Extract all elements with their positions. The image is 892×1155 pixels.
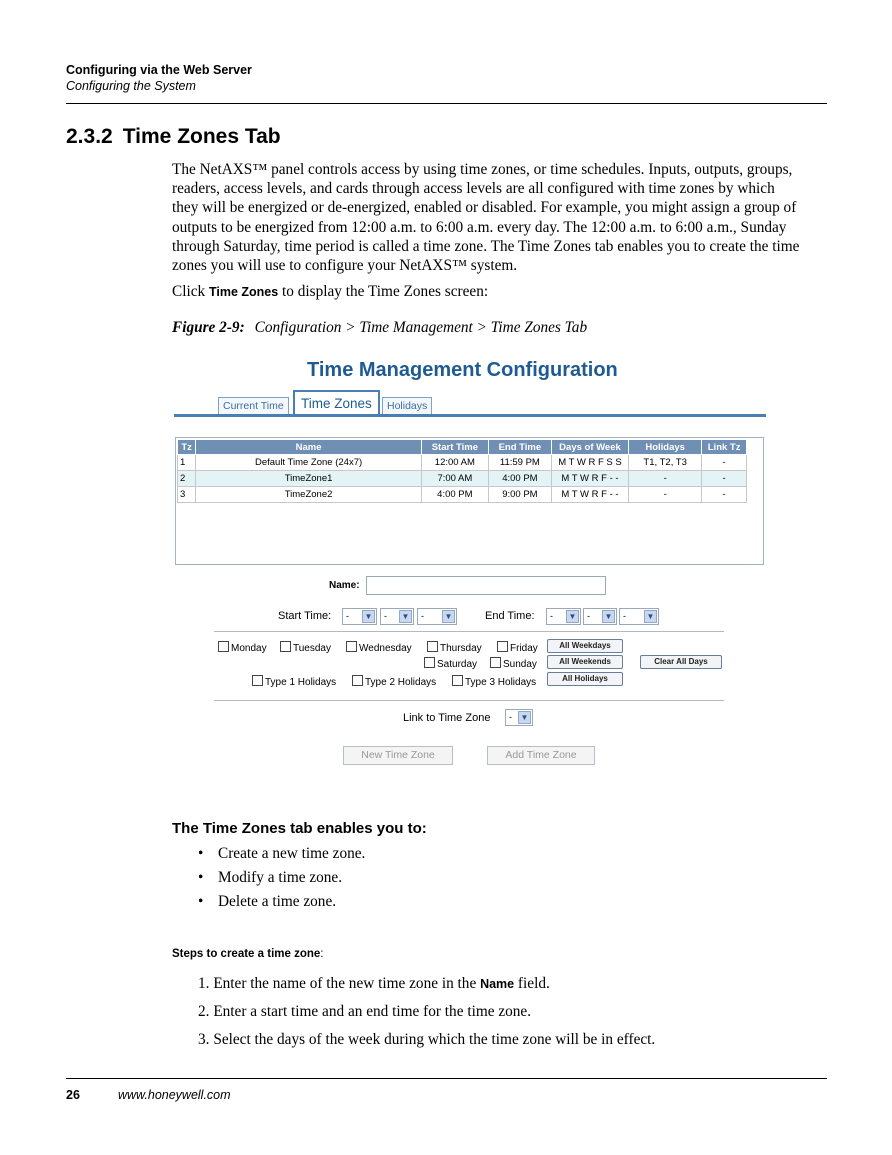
figure-caption-text: Configuration > Time Management > Time Zones Tab bbox=[254, 319, 588, 336]
monday-checkbox[interactable] bbox=[218, 641, 267, 654]
column-header: Days of Week bbox=[551, 440, 628, 455]
select-value: - bbox=[587, 611, 590, 621]
type2-holidays-checkbox[interactable] bbox=[352, 675, 436, 688]
header-rule bbox=[66, 103, 827, 104]
checkbox-label: Sunday bbox=[503, 659, 537, 670]
sunday-checkbox[interactable] bbox=[490, 657, 537, 670]
click-prefix: Click bbox=[172, 283, 209, 300]
friday-checkbox[interactable] bbox=[497, 641, 538, 654]
intro-line: readers, access levels, and cards through access levels are all configured with time zones by which bbox=[172, 180, 775, 198]
table-cell: 3 bbox=[178, 487, 196, 503]
tab-time-zones[interactable]: Time Zones bbox=[293, 390, 380, 416]
table-cell: 12:00 AM bbox=[421, 455, 488, 471]
divider bbox=[214, 631, 724, 632]
column-header: Link Tz bbox=[702, 440, 747, 455]
checkbox-label: Saturday bbox=[437, 659, 478, 670]
table-cell: TimeZone1 bbox=[196, 471, 422, 487]
name-input[interactable] bbox=[366, 576, 606, 595]
click-instruction bbox=[172, 282, 828, 302]
checkbox-box[interactable] bbox=[497, 641, 508, 652]
intro-line: through Saturday, time period is called a time zone. The Time Zones tab enables you to create the time bbox=[172, 237, 800, 255]
start-hour-select[interactable] bbox=[342, 608, 377, 625]
running-header-chapter: Configuring via the Web Server bbox=[66, 63, 252, 77]
table-cell: 4:00 PM bbox=[488, 471, 551, 487]
checkbox-box[interactable] bbox=[352, 675, 363, 686]
step-number: 2. bbox=[198, 1003, 210, 1020]
table-cell: - bbox=[702, 487, 747, 503]
name-label: Name: bbox=[329, 580, 360, 591]
end-hour-select[interactable] bbox=[546, 608, 581, 625]
all-holidays-button[interactable]: All Holidays bbox=[547, 672, 623, 686]
checkbox-box[interactable] bbox=[252, 675, 263, 686]
table-cell: T1, T2, T3 bbox=[629, 455, 702, 471]
checkbox-label: Wednesday bbox=[359, 643, 412, 654]
select-value: - bbox=[384, 611, 387, 621]
table-cell: - bbox=[629, 487, 702, 503]
footer-url[interactable]: www.honeywell.com bbox=[118, 1088, 231, 1102]
table-header-row bbox=[178, 440, 747, 455]
footer-rule bbox=[66, 1078, 827, 1079]
section-heading bbox=[66, 125, 281, 149]
page-number: 26 bbox=[66, 1088, 80, 1102]
intro-line: they will be energized or de-energized, enabled or disabled. For example, you might assign a group of bbox=[172, 199, 797, 217]
step-text-suffix: field. bbox=[514, 975, 550, 992]
bullet: • bbox=[198, 845, 204, 862]
ui-term-time-zones: Time Zones bbox=[208, 285, 279, 299]
table-cell: 11:59 PM bbox=[488, 455, 551, 471]
checkbox-box[interactable] bbox=[218, 641, 229, 652]
ui-term-name: Name bbox=[480, 977, 515, 991]
checkbox-label: Friday bbox=[510, 643, 538, 654]
table-cell: - bbox=[702, 471, 747, 487]
add-time-zone-button[interactable]: Add Time Zone bbox=[487, 746, 595, 765]
thursday-checkbox[interactable] bbox=[427, 641, 482, 654]
step-text: Select the days of the week during which the time zone will be in effect. bbox=[213, 1031, 656, 1048]
time-zone-table bbox=[177, 439, 747, 503]
tab-underline bbox=[174, 414, 766, 417]
table-cell: 4:00 PM bbox=[421, 487, 488, 503]
click-suffix: to display the Time Zones screen: bbox=[278, 283, 489, 300]
chevron-down-icon: ▼ bbox=[518, 711, 531, 724]
table-row[interactable] bbox=[178, 471, 747, 487]
end-time-label: End Time: bbox=[485, 610, 535, 622]
end-ampm-select[interactable] bbox=[619, 608, 659, 625]
link-to-time-zone-label: Link to Time Zone bbox=[403, 712, 491, 724]
chevron-down-icon: ▼ bbox=[602, 610, 615, 623]
section-number: 2.3.2 bbox=[66, 125, 113, 148]
checkbox-label: Monday bbox=[231, 643, 267, 654]
table-cell: 2 bbox=[178, 471, 196, 487]
column-header: End Time bbox=[488, 440, 551, 455]
checkbox-box[interactable] bbox=[280, 641, 291, 652]
table-cell: 1 bbox=[178, 455, 196, 471]
step-text: Enter a start time and an end time for the time zone. bbox=[213, 1003, 532, 1020]
intro-line: outputs to be energized from 12:00 a.m. to 6:00 a.m. every day. The 12:00 a.m. to 6:00 a.m., Sunday bbox=[172, 218, 787, 236]
saturday-checkbox[interactable] bbox=[424, 657, 477, 670]
select-value: - bbox=[623, 611, 626, 621]
table-cell: 7:00 AM bbox=[421, 471, 488, 487]
time-management-screenshot bbox=[172, 355, 772, 775]
chevron-down-icon: ▼ bbox=[644, 610, 657, 623]
checkbox-box[interactable] bbox=[490, 657, 501, 668]
table-cell: M T W R F - - bbox=[551, 487, 628, 503]
bullet: • bbox=[198, 869, 204, 886]
table-cell: 9:00 PM bbox=[488, 487, 551, 503]
select-value: - bbox=[509, 712, 512, 722]
step-3 bbox=[198, 1031, 655, 1049]
checkbox-label: Type 1 Holidays bbox=[265, 677, 337, 688]
figure-caption bbox=[172, 319, 587, 337]
time-zone-list bbox=[175, 437, 764, 565]
chevron-down-icon: ▼ bbox=[442, 610, 455, 623]
screen-title: Time Management Configuration bbox=[307, 359, 618, 381]
clear-all-days-button[interactable]: Clear All Days bbox=[640, 655, 722, 669]
checkbox-box[interactable] bbox=[427, 641, 438, 652]
wednesday-checkbox[interactable] bbox=[346, 641, 412, 654]
divider bbox=[214, 700, 724, 701]
step-number: 3. bbox=[198, 1031, 210, 1048]
table-cell: M T W R F S S bbox=[551, 455, 628, 471]
checkbox-box[interactable] bbox=[452, 675, 463, 686]
section-title: Time Zones Tab bbox=[122, 125, 281, 148]
checkbox-label: Type 2 Holidays bbox=[365, 677, 437, 688]
steps-heading bbox=[172, 948, 323, 960]
tab-current-time[interactable]: Current Time bbox=[218, 397, 289, 415]
column-header: Holidays bbox=[629, 440, 702, 455]
select-value: - bbox=[346, 611, 349, 621]
step-text: Enter the name of the new time zone in the bbox=[213, 975, 481, 992]
checkbox-label: Thursday bbox=[440, 643, 482, 654]
table-cell: M T W R F - - bbox=[551, 471, 628, 487]
step-1 bbox=[198, 975, 550, 993]
intro-line: zones you will use to configure your NetAXS™ system. bbox=[172, 257, 518, 275]
table-row[interactable] bbox=[178, 455, 747, 471]
new-time-zone-button[interactable]: New Time Zone bbox=[343, 746, 453, 765]
table-cell: - bbox=[629, 471, 702, 487]
table-cell: - bbox=[702, 455, 747, 471]
list-item-text: Modify a time zone. bbox=[218, 869, 343, 886]
figure-label: Figure 2-9: bbox=[172, 319, 245, 336]
table-cell: Default Time Zone (24x7) bbox=[196, 455, 422, 471]
enables-heading: The Time Zones tab enables you to: bbox=[172, 820, 427, 837]
tuesday-checkbox[interactable] bbox=[280, 641, 331, 654]
bullet: • bbox=[198, 893, 204, 910]
intro-line: The NetAXS™ panel controls access by using time zones, or time schedules. Inputs, outputs, groups, bbox=[172, 161, 793, 178]
chevron-down-icon: ▼ bbox=[566, 610, 579, 623]
end-minute-select[interactable] bbox=[583, 608, 617, 625]
chevron-down-icon: ▼ bbox=[399, 610, 412, 623]
start-ampm-select[interactable] bbox=[417, 608, 457, 625]
step-number: 1. bbox=[198, 975, 210, 992]
all-weekends-button[interactable]: All Weekends bbox=[547, 655, 623, 669]
step-2 bbox=[198, 1003, 531, 1021]
checkbox-label: Tuesday bbox=[293, 643, 331, 654]
select-value: - bbox=[421, 611, 424, 621]
steps-heading-text: Steps to create a time zone bbox=[172, 948, 321, 960]
tab-holidays[interactable]: Holidays bbox=[382, 397, 432, 415]
start-minute-select[interactable] bbox=[380, 608, 414, 625]
checkbox-box[interactable] bbox=[424, 657, 435, 668]
column-header: Name bbox=[196, 440, 422, 455]
all-weekdays-button[interactable]: All Weekdays bbox=[547, 639, 623, 653]
list-item-text: Create a new time zone. bbox=[218, 845, 366, 862]
intro-paragraph bbox=[172, 160, 828, 275]
table-cell: TimeZone2 bbox=[196, 487, 422, 503]
type3-holidays-checkbox[interactable] bbox=[452, 675, 536, 688]
checkbox-box[interactable] bbox=[346, 641, 357, 652]
table-row[interactable] bbox=[178, 487, 747, 503]
running-header-section: Configuring the System bbox=[66, 79, 196, 93]
start-time-label: Start Time: bbox=[278, 610, 332, 622]
steps-heading-colon: : bbox=[320, 948, 324, 960]
list-item-text: Delete a time zone. bbox=[218, 893, 337, 910]
type1-holidays-checkbox[interactable] bbox=[252, 675, 336, 688]
column-header: Start Time bbox=[421, 440, 488, 455]
column-header: Tz bbox=[178, 440, 196, 455]
chevron-down-icon: ▼ bbox=[362, 610, 375, 623]
link-time-zone-select[interactable] bbox=[505, 709, 533, 726]
select-value: - bbox=[550, 611, 553, 621]
checkbox-label: Type 3 Holidays bbox=[465, 677, 537, 688]
